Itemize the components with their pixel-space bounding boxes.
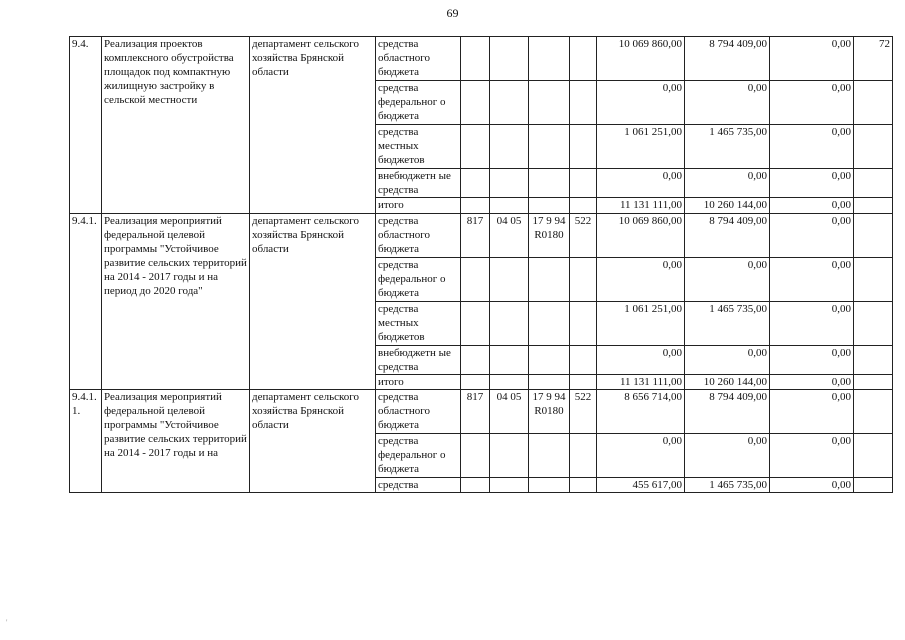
code-empty [529, 302, 570, 346]
amount-year-2: 1 465 735,00 [685, 478, 770, 493]
code-grbs: 817 [461, 214, 490, 258]
code-empty [529, 375, 570, 390]
code-empty [529, 125, 570, 169]
amount-year-3: 0,00 [770, 198, 854, 214]
code-empty [570, 302, 597, 346]
amount-year-3: 0,00 [770, 214, 854, 258]
item-number: 9.4.1. 1. [70, 390, 102, 493]
code-empty [461, 346, 490, 375]
amount-year-2: 8 794 409,00 [685, 37, 770, 81]
code-empty [570, 375, 597, 390]
code-target: 17 9 94 R0180 [529, 390, 570, 434]
item-name: Реализация мероприятий федеральной целевой программы "Устойчивое развитие сельских территорий на 2014 - 2017 годы и на [102, 390, 250, 493]
table-row [70, 390, 893, 434]
code-empty [570, 258, 597, 302]
code-empty [490, 346, 529, 375]
funding-source: внебюджетн ые средства [376, 346, 461, 375]
code-empty [570, 81, 597, 125]
funding-source: средства местных бюджетов [376, 302, 461, 346]
amount-year-2: 8 794 409,00 [685, 214, 770, 258]
code-empty [490, 434, 529, 478]
scan-mark: ' [6, 618, 8, 627]
amount-year-3: 0,00 [770, 478, 854, 493]
code-empty [461, 258, 490, 302]
code-empty [529, 81, 570, 125]
code-target [529, 37, 570, 81]
item-executor: департамент сельского хозяйства Брянской области [250, 214, 376, 390]
code-empty [529, 478, 570, 493]
amount-year-2: 8 794 409,00 [685, 390, 770, 434]
code-empty [570, 198, 597, 214]
code-empty [461, 125, 490, 169]
funding-source: средства местных бюджетов [376, 125, 461, 169]
amount-year-2: 10 260 144,00 [685, 375, 770, 390]
code-empty [461, 198, 490, 214]
code-empty [490, 169, 529, 198]
funding-source: средства федеральног о бюджета [376, 81, 461, 125]
amount-year-3: 0,00 [770, 302, 854, 346]
amount-year-1: 1 061 251,00 [597, 302, 685, 346]
page-number: 69 [446, 6, 459, 20]
sequence-empty [854, 478, 893, 493]
sequence-empty [854, 375, 893, 390]
code-expense-type [570, 37, 597, 81]
code-section: 04 05 [490, 214, 529, 258]
amount-year-1: 10 069 860,00 [597, 37, 685, 81]
code-empty [461, 81, 490, 125]
code-empty [490, 198, 529, 214]
code-empty [570, 169, 597, 198]
funding-source: средства федеральног о бюджета [376, 434, 461, 478]
funding-source: средства областного бюджета [376, 390, 461, 434]
amount-year-3: 0,00 [770, 346, 854, 375]
amount-year-3: 0,00 [770, 81, 854, 125]
table-body [70, 37, 893, 493]
code-expense-type: 522 [570, 214, 597, 258]
funding-source: средства областного бюджета [376, 37, 461, 81]
amount-year-3: 0,00 [770, 375, 854, 390]
code-empty [490, 125, 529, 169]
code-target: 17 9 94 R0180 [529, 214, 570, 258]
amount-year-2: 0,00 [685, 81, 770, 125]
code-grbs: 817 [461, 390, 490, 434]
table-row [70, 214, 893, 258]
sequence-empty [854, 125, 893, 169]
code-empty [570, 346, 597, 375]
amount-year-1: 0,00 [597, 258, 685, 302]
code-section [490, 37, 529, 81]
amount-year-1: 0,00 [597, 434, 685, 478]
amount-year-1: 1 061 251,00 [597, 125, 685, 169]
code-empty [570, 434, 597, 478]
code-grbs [461, 37, 490, 81]
sequence-empty [854, 346, 893, 375]
code-empty [490, 478, 529, 493]
sequence-number: 72 [854, 37, 893, 81]
amount-year-1: 10 069 860,00 [597, 214, 685, 258]
item-number: 9.4. [70, 37, 102, 214]
code-empty [490, 81, 529, 125]
code-empty [490, 258, 529, 302]
sequence-empty [854, 302, 893, 346]
funding-source: средства областного бюджета [376, 214, 461, 258]
item-name: Реализация проектов комплексного обустройства площадок под компактную жилищную застройку в сельской местности [102, 37, 250, 214]
sequence-empty [854, 169, 893, 198]
amount-year-3: 0,00 [770, 390, 854, 434]
funding-source: итого [376, 375, 461, 390]
code-empty [461, 169, 490, 198]
code-expense-type: 522 [570, 390, 597, 434]
code-empty [461, 434, 490, 478]
amount-year-3: 0,00 [770, 434, 854, 478]
funding-source: средства федеральног о бюджета [376, 258, 461, 302]
sequence-empty [854, 81, 893, 125]
code-empty [461, 302, 490, 346]
code-empty [490, 375, 529, 390]
amount-year-1: 0,00 [597, 346, 685, 375]
sequence-empty [854, 258, 893, 302]
amount-year-2: 0,00 [685, 169, 770, 198]
amount-year-3: 0,00 [770, 258, 854, 302]
code-empty [529, 434, 570, 478]
amount-year-1: 11 131 111,00 [597, 198, 685, 214]
amount-year-2: 0,00 [685, 258, 770, 302]
code-empty [461, 375, 490, 390]
amount-year-1: 455 617,00 [597, 478, 685, 493]
code-empty [570, 125, 597, 169]
funding-source: средства [376, 478, 461, 493]
code-empty [570, 478, 597, 493]
funding-source: итого [376, 198, 461, 214]
sequence-number [854, 390, 893, 434]
item-number: 9.4.1. [70, 214, 102, 390]
amount-year-2: 0,00 [685, 434, 770, 478]
amount-year-3: 0,00 [770, 37, 854, 81]
amount-year-2: 10 260 144,00 [685, 198, 770, 214]
code-empty [529, 346, 570, 375]
amount-year-2: 1 465 735,00 [685, 125, 770, 169]
amount-year-1: 11 131 111,00 [597, 375, 685, 390]
item-executor: департамент сельского хозяйства Брянской области [250, 390, 376, 493]
code-empty [529, 258, 570, 302]
item-name: Реализация мероприятий федеральной целевой программы "Устойчивое развитие сельских территорий на 2014 - 2017 годы и на период до 2020 года" [102, 214, 250, 390]
funding-source: внебюджетн ые средства [376, 169, 461, 198]
amount-year-1: 0,00 [597, 81, 685, 125]
amount-year-2: 0,00 [685, 346, 770, 375]
code-empty [461, 478, 490, 493]
amount-year-3: 0,00 [770, 125, 854, 169]
amount-year-1: 0,00 [597, 169, 685, 198]
code-empty [490, 302, 529, 346]
sequence-empty [854, 434, 893, 478]
sequence-empty [854, 198, 893, 214]
amount-year-2: 1 465 735,00 [685, 302, 770, 346]
funding-table [69, 36, 893, 493]
code-section: 04 05 [490, 390, 529, 434]
table-row [70, 37, 893, 81]
amount-year-3: 0,00 [770, 169, 854, 198]
code-empty [529, 198, 570, 214]
code-empty [529, 169, 570, 198]
amount-year-1: 8 656 714,00 [597, 390, 685, 434]
item-executor: департамент сельского хозяйства Брянской области [250, 37, 376, 214]
sequence-number [854, 214, 893, 258]
